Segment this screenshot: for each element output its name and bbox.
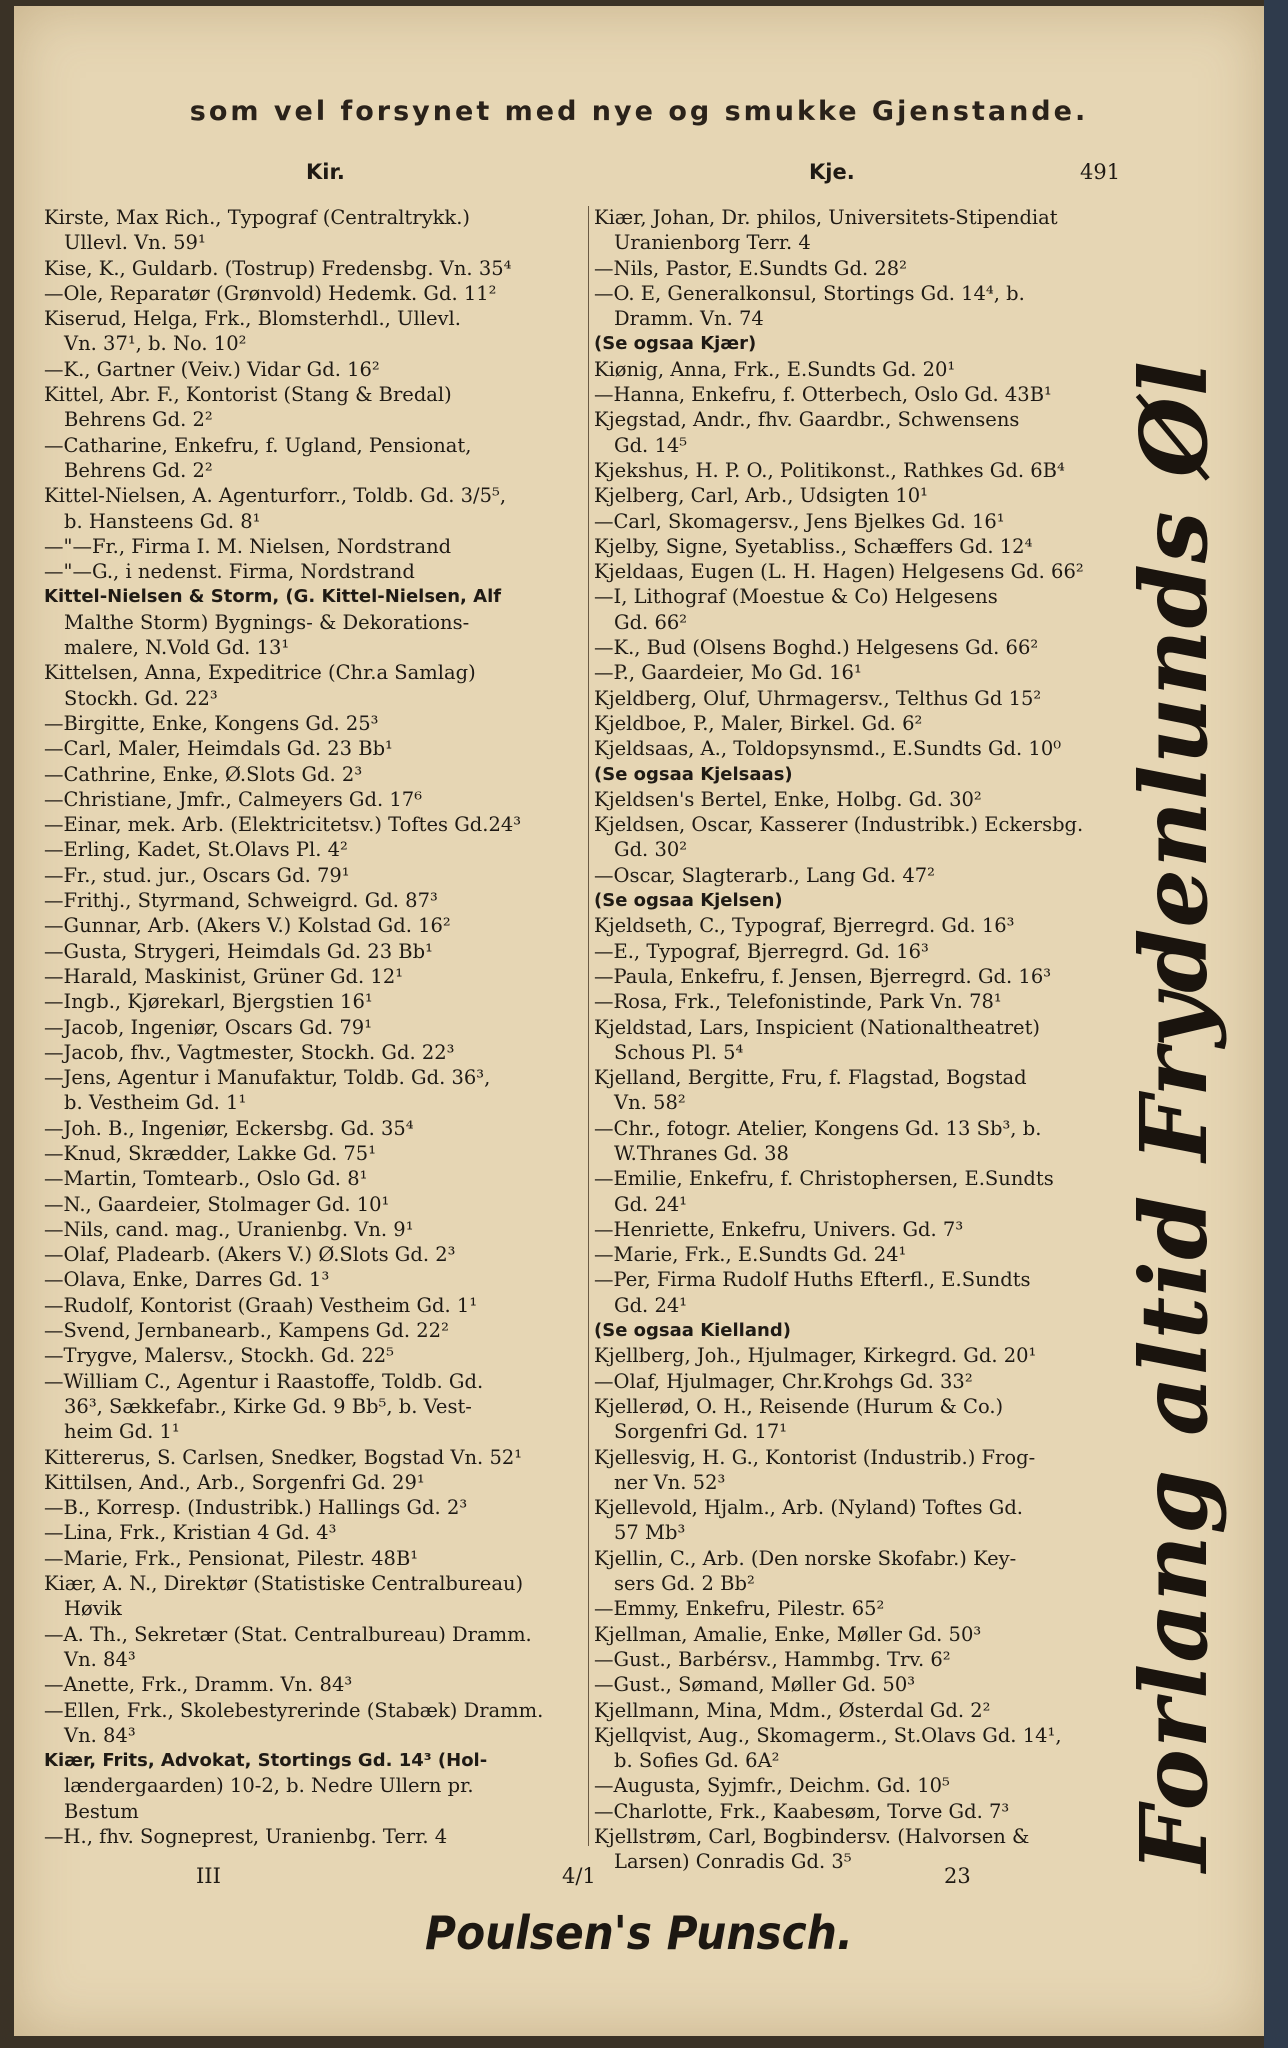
directory-line: Høvik bbox=[64, 1597, 122, 1621]
directory-line: —Olava, Enke, Darres Gd. 1³ bbox=[44, 1268, 330, 1292]
directory-line: Kjeldberg, Oluf, Uhrmagersv., Telthus Gd 15² bbox=[594, 686, 1042, 710]
directory-line: —Ingb., Kjørekarl, Bjergstien 16¹ bbox=[44, 990, 373, 1014]
directory-line: —Paula, Enkefru, f. Jensen, Bjerregrd. Gd. 16³ bbox=[594, 964, 1052, 988]
footer-signature-left: III bbox=[196, 1864, 221, 1888]
directory-line: Behrens Gd. 2² bbox=[64, 458, 213, 482]
directory-line: —Anette, Frk., Dramm. Vn. 84³ bbox=[44, 1673, 353, 1697]
directory-line: —Svend, Jernbanearb., Kampens Gd. 22² bbox=[44, 1319, 449, 1343]
directory-line: —Jens, Agentur i Manufaktur, Toldb. Gd. 36³, bbox=[44, 1066, 491, 1090]
directory-line: Bestum bbox=[64, 1799, 139, 1823]
directory-line: —Emilie, Enkefru, f. Christophersen, E.Sundts bbox=[594, 1167, 1054, 1191]
directory-line: Kjeldsaas, A., Toldopsynsmd., E.Sundts Gd. 10⁰ bbox=[594, 737, 1062, 761]
directory-line: —Carl, Maler, Heimdals Gd. 23 Bb¹ bbox=[44, 737, 393, 761]
directory-line: Larsen) Conradis Gd. 3⁵ bbox=[614, 1850, 852, 1874]
directory-line: Stockh. Gd. 22³ bbox=[64, 686, 218, 710]
directory-line: Kjeldsen's Bertel, Enke, Holbg. Gd. 30² bbox=[594, 787, 982, 811]
directory-line: —Lina, Frk., Kristian 4 Gd. 4³ bbox=[44, 1521, 337, 1545]
directory-line: Uranienborg Terr. 4 bbox=[614, 231, 811, 255]
directory-line: —Marie, Frk., Pensionat, Pilestr. 48B¹ bbox=[44, 1546, 419, 1570]
directory-line: Kjelland, Bergitte, Fru, f. Flagstad, Bogstad bbox=[594, 1066, 1027, 1090]
directory-line: Kjellberg, Joh., Hjulmager, Kirkegrd. Gd. 20¹ bbox=[594, 1344, 1037, 1368]
directory-line: W.Thranes Gd. 38 bbox=[614, 1141, 789, 1165]
directory-line: —Cathrine, Enke, Ø.Slots Gd. 2³ bbox=[44, 762, 363, 786]
directory-line: Kittel-Nielsen & Storm, (G. Kittel-Nielsen, Alf bbox=[44, 586, 502, 608]
header-right-range: Kje. bbox=[809, 160, 855, 184]
directory-line: —Frithj., Styrmand, Schweigrd. Gd. 87³ bbox=[44, 889, 438, 913]
directory-line: —Gunnar, Arb. (Akers V.) Kolstad Gd. 16² bbox=[44, 914, 451, 938]
directory-line: b. Hansteens Gd. 8¹ bbox=[64, 509, 261, 533]
directory-line: —Rosa, Frk., Telefonistinde, Park Vn. 78¹ bbox=[594, 990, 1002, 1014]
directory-line: heim Gd. 1¹ bbox=[64, 1420, 180, 1444]
directory-line: Kjeldboe, P., Maler, Birkel. Gd. 6² bbox=[594, 711, 923, 735]
directory-line: Kittel, Abr. F., Kontorist (Stang & Bredal) bbox=[44, 383, 452, 407]
directory-line: Kjellmann, Mina, Mdm., Østerdal Gd. 2² bbox=[594, 1698, 991, 1722]
directory-line: —H., fhv. Sogneprest, Uranienbg. Terr. 4 bbox=[44, 1825, 448, 1848]
directory-line: —O. E, Generalkonsul, Stortings Gd. 14⁴, b. bbox=[594, 281, 1025, 305]
directory-line: malere, N.Vold Gd. 13¹ bbox=[64, 636, 290, 660]
directory-line: —Christiane, Jmfr., Calmeyers Gd. 17⁶ bbox=[44, 787, 423, 811]
directory-line: —"—Fr., Firma I. M. Nielsen, Nordstrand bbox=[44, 534, 452, 558]
directory-line: —Rudolf, Kontorist (Graah) Vestheim Gd. 1¹ bbox=[44, 1293, 478, 1317]
directory-line: Gd. 24¹ bbox=[614, 1293, 688, 1317]
directory-line: Kittilsen, And., Arb., Sorgenfri Gd. 29¹ bbox=[44, 1470, 425, 1494]
directory-line: —Gust., Barbérsv., Hammbg. Trv. 6² bbox=[594, 1647, 951, 1671]
directory-line: Kjekshus, H. P. O., Politikonst., Rathkes Gd. 6B⁴ bbox=[594, 458, 1065, 482]
right-column bbox=[594, 205, 1134, 1875]
directory-line: Kjellevold, Hjalm., Arb. (Nyland) Toftes Gd. bbox=[594, 1496, 1024, 1520]
directory-line: Kittererus, S. Carlsen, Snedker, Bogstad Vn. 52¹ bbox=[44, 1445, 523, 1469]
directory-line: —Marie, Frk., E.Sundts Gd. 24¹ bbox=[594, 1243, 907, 1267]
directory-line: —Joh. B., Ingeniør, Eckersbg. Gd. 35⁴ bbox=[44, 1116, 414, 1140]
directory-line: —Jacob, Ingeniør, Oscars Gd. 79¹ bbox=[44, 1015, 373, 1039]
directory-line: Vn. 37¹, b. No. 10² bbox=[64, 332, 247, 356]
directory-line: Malthe Storm) Bygnings- & Dekorations- bbox=[64, 610, 470, 634]
directory-line: Dramm. Vn. 74 bbox=[614, 307, 764, 331]
directory-line: —Charlotte, Frk., Kaabesøm, Torve Gd. 7³ bbox=[594, 1799, 1010, 1823]
directory-line: —Augusta, Syjmfr., Deichm. Gd. 10⁵ bbox=[594, 1774, 950, 1798]
directory-line: b. Vestheim Gd. 1¹ bbox=[64, 1091, 247, 1115]
directory-line: Kittel-Nielsen, A. Agenturforr., Toldb. Gd. 3/5⁵, bbox=[44, 484, 507, 508]
directory-line: Kjelberg, Carl, Arb., Udsigten 10¹ bbox=[594, 484, 929, 508]
directory-line: Gd. 66² bbox=[614, 610, 688, 634]
directory-line: —Ellen, Frk., Skolebestyrerinde (Stabæk) Dramm. bbox=[44, 1698, 544, 1722]
directory-line: —N., Gaardeier, Stolmager Gd. 10¹ bbox=[44, 1192, 390, 1216]
directory-line: Kittelsen, Anna, Expeditrice (Chr.a Samlag) bbox=[44, 661, 476, 685]
directory-line: —Gust., Sømand, Møller Gd. 50³ bbox=[594, 1673, 916, 1697]
directory-line: —Knud, Skrædder, Lakke Gd. 75¹ bbox=[44, 1141, 377, 1165]
directory-line: —Gusta, Strygeri, Heimdals Gd. 23 Bb¹ bbox=[44, 939, 433, 963]
background-strip bbox=[1264, 0, 1288, 2048]
directory-line: Kjellin, C., Arb. (Den norske Skofabr.) Key- bbox=[594, 1546, 1017, 1570]
bottom-advertisement: Poulsen's Punsch. bbox=[425, 1906, 853, 1960]
directory-line: Ullevl. Vn. 59¹ bbox=[64, 231, 206, 255]
directory-line: Kjeldsen, Oscar, Kasserer (Industribk.) Eckersbg. bbox=[594, 813, 1084, 837]
directory-line: Kjellerød, O. H., Reisende (Hurum & Co.) bbox=[594, 1394, 1004, 1418]
directory-line: Behrens Gd. 2² bbox=[64, 408, 213, 432]
directory-line: Kjellman, Amalie, Enke, Møller Gd. 50³ bbox=[594, 1622, 982, 1646]
directory-line: —P., Gaardeier, Mo Gd. 16¹ bbox=[594, 661, 862, 685]
directory-line: Gd. 30² bbox=[614, 838, 688, 862]
directory-line: Gd. 14⁵ bbox=[614, 433, 688, 457]
directory-line: —A. Th., Sekretær (Stat. Centralbureau) Dramm. bbox=[44, 1622, 532, 1646]
directory-line: —B., Korresp. (Industribk.) Hallings Gd. 2³ bbox=[44, 1496, 468, 1520]
directory-line: —Einar, mek. Arb. (Elektricitetsv.) Toftes Gd.24³ bbox=[44, 813, 522, 837]
directory-line: Kjelby, Signe, Syetabliss., Schæffers Gd. 12⁴ bbox=[594, 534, 1033, 558]
page-number: 491 bbox=[1080, 160, 1121, 184]
directory-line: Vn. 84³ bbox=[64, 1723, 136, 1747]
directory-line: ner Vn. 52³ bbox=[614, 1470, 726, 1494]
directory-line: Kiær, Johan, Dr. philos, Universitets-Stipendiat bbox=[594, 206, 1058, 229]
directory-line: —Chr., fotogr. Atelier, Kongens Gd. 13 Sb³, b. bbox=[594, 1116, 1042, 1140]
directory-line: Kjellqvist, Aug., Skomagerm., St.Olavs Gd. 14¹, bbox=[594, 1723, 1062, 1747]
directory-line: —Hanna, Enkefru, f. Otterbech, Oslo Gd. 43B¹ bbox=[594, 383, 1052, 407]
directory-line: —Fr., stud. jur., Oscars Gd. 79¹ bbox=[44, 863, 350, 887]
directory-line: —K., Bud (Olsens Boghd.) Helgesens Gd. 66² bbox=[594, 636, 1039, 660]
directory-line: sers Gd. 2 Bb² bbox=[614, 1572, 755, 1596]
directory-line: 57 Mb³ bbox=[614, 1521, 686, 1545]
directory-line: (Se ogsaa Kielland) bbox=[594, 1320, 791, 1342]
directory-line: —K., Gartner (Veiv.) Vidar Gd. 16² bbox=[44, 357, 380, 381]
directory-line: Kjeldseth, C., Typograf, Bjerregrd. Gd. 16³ bbox=[594, 914, 1015, 938]
directory-line: (Se ogsaa Kjelsen) bbox=[594, 890, 783, 912]
directory-line: Kiær, Frits, Advokat, Stortings Gd. 14³ (Hol- bbox=[44, 1750, 488, 1772]
directory-line: Kjeldaas, Eugen (L. H. Hagen) Helgesens Gd. 66² bbox=[594, 560, 1084, 584]
directory-line: —Erling, Kadet, St.Olavs Pl. 4² bbox=[44, 838, 348, 862]
directory-line: —Nils, Pastor, E.Sundts Gd. 28² bbox=[594, 256, 907, 280]
directory-line: Kiønig, Anna, Frk., E.Sundts Gd. 20¹ bbox=[594, 357, 956, 381]
directory-line: —Trygve, Malersv., Stockh. Gd. 22⁵ bbox=[44, 1344, 394, 1368]
directory-line: (Se ogsaa Kjær) bbox=[594, 333, 757, 355]
directory-line: Kjellstrøm, Carl, Bogbindersv. (Halvorsen & bbox=[594, 1825, 1030, 1848]
directory-line: (Se ogsaa Kjelsaas) bbox=[594, 763, 793, 785]
directory-line: Kiær, A. N., Direktør (Statistiske Centralbureau) bbox=[44, 1572, 524, 1596]
directory-line: —William C., Agentur i Raastoffe, Toldb. Gd. bbox=[44, 1369, 484, 1393]
directory-line: Schous Pl. 5⁴ bbox=[614, 1040, 744, 1064]
directory-line: —Emmy, Enkefru, Pilestr. 65² bbox=[594, 1597, 885, 1621]
directory-line: —Nils, cand. mag., Uranienbg. Vn. 9¹ bbox=[44, 1217, 414, 1241]
directory-line: b. Sofies Gd. 6A² bbox=[614, 1749, 780, 1773]
directory-line: Vn. 84³ bbox=[64, 1647, 136, 1671]
directory-line: —Birgitte, Enke, Kongens Gd. 25³ bbox=[44, 711, 379, 735]
directory-line: —Catharine, Enkefru, f. Ugland, Pensionat, bbox=[44, 433, 472, 457]
directory-line: —"—G., i nedenst. Firma, Nordstrand bbox=[44, 560, 415, 584]
header-left-range: Kir. bbox=[306, 160, 345, 184]
column-divider bbox=[588, 206, 589, 1846]
side-advertisement bbox=[1084, 360, 1264, 1872]
directory-line: Kise, K., Guldarb. (Tostrup) Fredensbg. Vn. 35⁴ bbox=[44, 256, 512, 280]
directory-line: —Per, Firma Rudolf Huths Efterfl., E.Sundts bbox=[594, 1268, 1031, 1292]
directory-line: —Jacob, fhv., Vagtmester, Stockh. Gd. 22³ bbox=[44, 1040, 455, 1064]
side-advertisement-text: Forlang altid Frydenlunds Øl bbox=[1120, 360, 1228, 1872]
top-advertisement: som vel forsynet med nye og smukke Gjenstande. bbox=[189, 96, 1089, 127]
directory-line: Kirste, Max Rich., Typograf (Centraltrykk.) bbox=[44, 206, 471, 229]
directory-line: Vn. 58² bbox=[614, 1091, 686, 1115]
directory-line: —Olaf, Hjulmager, Chr.Krohgs Gd. 33² bbox=[594, 1369, 973, 1393]
directory-line: —Harald, Maskinist, Grüner Gd. 12¹ bbox=[44, 964, 404, 988]
directory-line: Kjeldstad, Lars, Inspicient (Nationaltheatret) bbox=[594, 1015, 1041, 1039]
directory-line: —Martin, Tomtearb., Oslo Gd. 8¹ bbox=[44, 1167, 368, 1191]
directory-line: —Carl, Skomagersv., Jens Bjelkes Gd. 16¹ bbox=[594, 509, 1005, 533]
directory-page bbox=[14, 6, 1264, 2036]
footer-signature-mid: 4/1 bbox=[562, 1864, 596, 1888]
footer-signature-right: 23 bbox=[944, 1864, 971, 1888]
directory-line: —Henriette, Enkefru, Univers. Gd. 7³ bbox=[594, 1217, 964, 1241]
directory-line: Sorgenfri Gd. 17¹ bbox=[614, 1420, 788, 1444]
directory-line: 36³, Sækkefabr., Kirke Gd. 9 Bb⁵, b. Vest- bbox=[64, 1394, 472, 1418]
directory-line: Kjegstad, Andr., fhv. Gaardbr., Schwensens bbox=[594, 408, 1020, 432]
left-column bbox=[44, 205, 610, 1849]
directory-line: —Ole, Reparatør (Grønvold) Hedemk. Gd. 11² bbox=[44, 281, 497, 305]
directory-line: —E., Typograf, Bjerregrd. Gd. 16³ bbox=[594, 939, 929, 963]
directory-line: Kjellesvig, H. G., Kontorist (Industrib.) Frog- bbox=[594, 1445, 1036, 1469]
directory-line: Kiserud, Helga, Frk., Blomsterhdl., Ullevl. bbox=[44, 307, 461, 331]
directory-line: lændergaarden) 10-2, b. Nedre Ullern pr. bbox=[64, 1774, 474, 1798]
directory-line: —Olaf, Pladearb. (Akers V.) Ø.Slots Gd. 2³ bbox=[44, 1243, 456, 1267]
directory-line: —I, Lithograf (Moestue & Co) Helgesens bbox=[594, 585, 998, 609]
directory-line: Gd. 24¹ bbox=[614, 1192, 688, 1216]
directory-line: —Oscar, Slagterarb., Lang Gd. 47² bbox=[594, 863, 935, 887]
